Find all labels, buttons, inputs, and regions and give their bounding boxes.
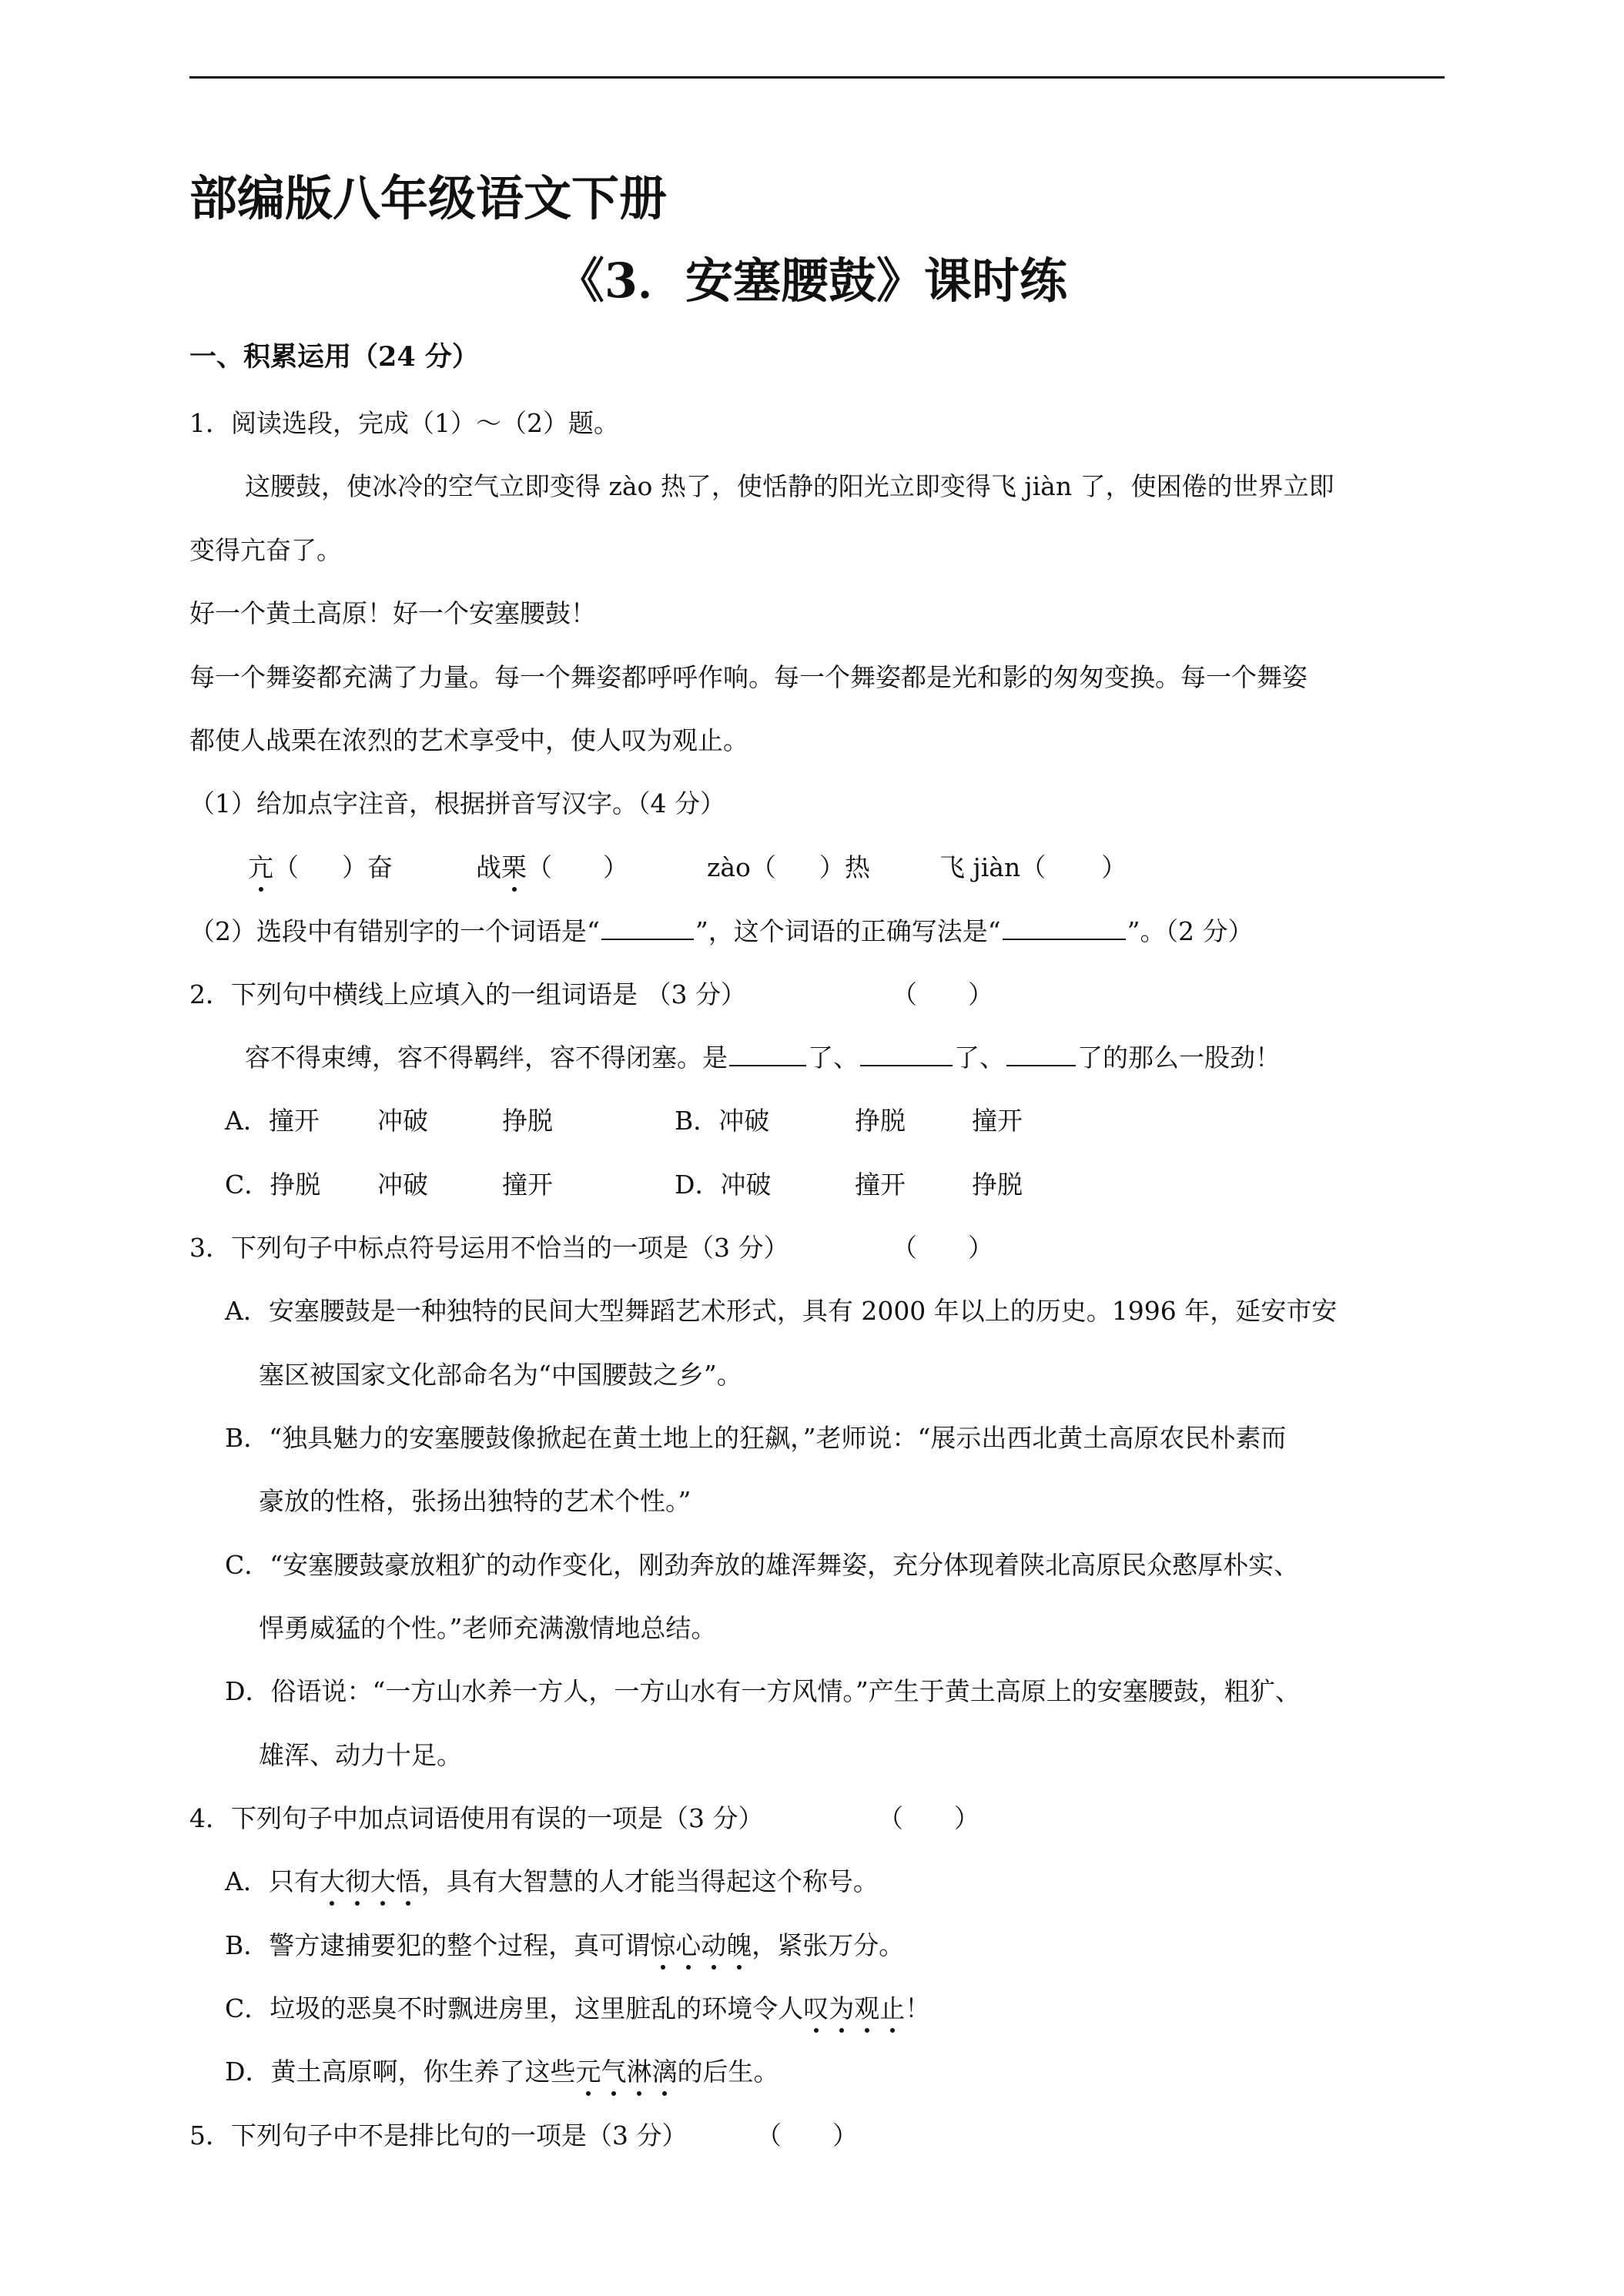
dotted-char: 为 (829, 1993, 855, 2023)
dotted-char: 漓 (651, 2057, 678, 2087)
dotted-char: 魄 (726, 1930, 752, 1960)
q1-passage-line: 都使人战栗在浓烈的艺术享受中，使人叹为观止。 (189, 725, 748, 755)
dotted-char: 元 (575, 2057, 601, 2087)
q1-pinyin-item-4: 飞 jiàn（ ） (939, 852, 1127, 882)
q2-option-d[interactable]: D．冲破 (675, 1170, 772, 1200)
dotted-char: 气 (601, 2057, 627, 2087)
q4-option-b[interactable]: B．警方逮捕要犯的整个过程，真可谓惊心动魄，紧张万分。 (225, 1930, 905, 1960)
q2-option-c[interactable]: C．挣脱 (225, 1170, 321, 1200)
answer-blank[interactable] (1003, 915, 1126, 940)
q1-pinyin-item-2: 战栗（ ） (476, 852, 628, 882)
q3-option-c[interactable]: C．“安塞腰鼓豪放粗犷的动作变化，刚劲奔放的雄浑舞姿，充分体现着陕北高原民众憨厚朴实、 (225, 1550, 1300, 1580)
doc-title-series: 部编版八年级语文下册 (189, 170, 668, 226)
q3-option-a-cont: 塞区被国家文化部命名为“中国腰鼓之乡”。 (259, 1360, 742, 1390)
q5-answer-paren[interactable]: （ ） (756, 2120, 858, 2150)
q1-stem: 1．阅读选段，完成（1）～（2）题。 (189, 408, 619, 438)
dotted-char: 惊 (650, 1930, 676, 1960)
q2-stem: 2．下列句中横线上应填入的一组词语是 （3 分） (189, 979, 746, 1009)
q2-option-b[interactable]: B．冲破 (675, 1106, 770, 1136)
q4-option-a[interactable]: A．只有大彻大悟，具有大智慧的人才能当得起这个称号。 (225, 1866, 879, 1896)
answer-blank[interactable] (1006, 1042, 1076, 1066)
q2-option-b-word: 挣脱 (855, 1106, 906, 1136)
top-rule (189, 76, 1445, 79)
q1-passage-line: 变得亢奋了。 (189, 535, 342, 565)
answer-blank[interactable]: （ ） (527, 852, 628, 882)
q2-option-b-word: 撞开 (972, 1106, 1023, 1136)
answer-blank[interactable] (601, 915, 694, 940)
answer-blank[interactable] (860, 1042, 953, 1066)
q4-option-d[interactable]: D．黄土高原啊，你生养了这些元气淋漓的后生。 (225, 2057, 779, 2087)
dotted-char: 彻 (344, 1866, 370, 1896)
q1-passage-line: 每一个舞姿都充满了力量。每一个舞姿都呼呼作响。每一个舞姿都是光和影的匆匆变换。每一个舞姿 (189, 662, 1308, 692)
q1-pinyin-item-1: 亢（ ）奋 (248, 852, 393, 882)
q4-option-c[interactable]: C．垃圾的恶臭不时飘进房里，这里脏乱的环境令人叹为观止！ (225, 1993, 931, 2023)
dotted-char: 淋 (626, 2057, 652, 2087)
q2-answer-paren[interactable]: （ ） (892, 979, 993, 1009)
q3-option-a[interactable]: A．安塞腰鼓是一种独特的民间大型舞蹈艺术形式，具有 2000 年以上的历史。1996 年，延安市安 (225, 1296, 1338, 1326)
q2-option-c-word: 撞开 (502, 1170, 553, 1200)
q1-sub1: （1）给加点字注音，根据拼音写汉字。（4 分） (189, 788, 725, 818)
q2-sentence: 容不得束缚，容不得羁绊，容不得闭塞。是 了、 了、 了的那么一股劲！ (245, 1043, 1281, 1073)
q2-option-a-word: 挣脱 (502, 1106, 553, 1136)
q1-pinyin-item-3: zào（ ）热 (707, 852, 870, 882)
doc-title-lesson: 《3．安塞腰鼓》课时练 (556, 253, 1068, 309)
q4-answer-paren[interactable]: （ ） (878, 1803, 979, 1833)
dotted-char: 亢 (248, 852, 273, 882)
q3-option-c-cont: 悍勇威猛的个性。”老师充满激情地总结。 (259, 1613, 717, 1643)
dotted-char: 大 (370, 1866, 396, 1896)
q1-passage-line: 好一个黄土高原！好一个安塞腰鼓！ (189, 598, 596, 628)
q3-option-d[interactable]: D．俗语说：“一方山水养一方人，一方山水有一方风情。”产生于黄土高原上的安塞腰鼓，粗犷、 (225, 1676, 1301, 1706)
q2-option-d-word: 挣脱 (972, 1170, 1023, 1200)
dotted-char: 栗 (501, 852, 527, 882)
q1-sub2: （2）选段中有错别字的一个词语是“ ”，这个词语的正确写法是“ ”。（2 分） (189, 916, 1254, 946)
dotted-char: 叹 (803, 1993, 829, 2023)
dotted-char: 观 (854, 1993, 880, 2023)
dotted-char: 心 (675, 1930, 702, 1960)
answer-blank[interactable] (729, 1042, 806, 1066)
q2-option-a[interactable]: A．撞开 (225, 1106, 320, 1136)
q3-answer-paren[interactable]: （ ） (892, 1233, 993, 1263)
q2-option-d-word: 撞开 (855, 1170, 906, 1200)
dotted-char: 悟 (395, 1866, 421, 1896)
q3-stem: 3．下列句子中标点符号运用不恰当的一项是（3 分） (189, 1233, 789, 1263)
section-heading: 一、积累运用（24 分） (189, 341, 479, 373)
q4-stem: 4．下列句子中加点词语使用有误的一项是（3 分） (189, 1803, 764, 1833)
q3-option-b-cont: 豪放的性格，张扬出独特的艺术个性。” (259, 1486, 691, 1516)
q1-passage-line: 这腰鼓，使冰冷的空气立即变得 zào 热了，使恬静的阳光立即变得飞 jiàn 了，使困倦的世界立即 (245, 471, 1334, 501)
dotted-char: 动 (701, 1930, 727, 1960)
dotted-char: 大 (319, 1866, 345, 1896)
q2-option-a-word: 冲破 (377, 1106, 428, 1136)
q3-option-b[interactable]: B．“独具魅力的安塞腰鼓像掀起在黄土地上的狂飙，”老师说：“展示出西北黄土高原农民朴素而 (225, 1423, 1287, 1453)
q3-option-d-cont: 雄浑、动力十足。 (259, 1740, 462, 1770)
q2-option-c-word: 冲破 (377, 1170, 428, 1200)
dotted-char: 止 (879, 1993, 906, 2023)
q5-stem: 5．下列句子中不是排比句的一项是（3 分） (189, 2120, 688, 2150)
